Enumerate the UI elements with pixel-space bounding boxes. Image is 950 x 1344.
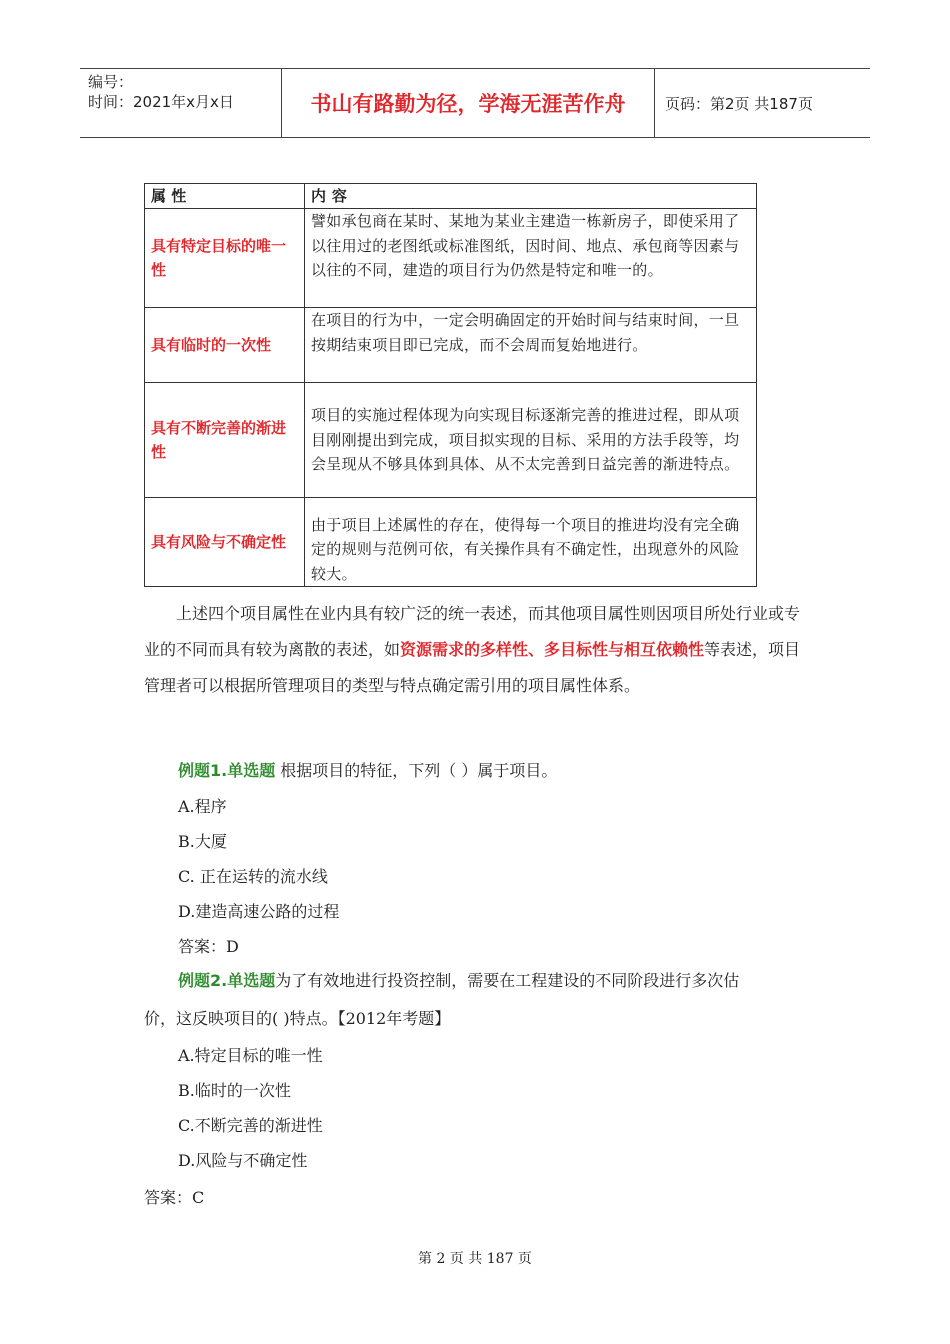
row-content: 譬如承包商在某时、某地为某业主建造一栋新房子，即使采用了以往用过的老图纸或标准图纸，因时间、地点、承包商等因素与以往的不同，建造的项目行为仍然是特定和唯一的。 [305,209,757,308]
question-1-text: 根据项目的特征，下列（ ）属于项目。 [275,761,558,780]
table-header-content: 内 容 [305,184,757,209]
row-content: 由于项目上述属性的存在，使得每一个项目的推进均没有完全确定的规则与范例可依，有关操作具有不确定性，出现意外的风险较大。 [305,498,757,587]
question-2-label: 例题2.单选题 [178,971,276,990]
q2-option-b: B.临时的一次性 [178,1081,291,1100]
table-row [145,383,757,498]
question-2-text-line1: 为了有效地进行投资控制，需要在工程建设的不同阶段进行多次估 [275,971,740,990]
header-motto: 书山有路勤为径，学海无涯苦作舟 [281,69,655,137]
question-1-label: 例题1.单选题 [178,761,276,780]
summary-paragraph [144,596,804,704]
table-header-row [145,184,757,209]
time-label: 时间：2021年x月x日 [88,93,234,111]
row-attr: 具有不断完善的渐进性 [145,383,305,498]
q2-option-c: C.不断完善的渐进性 [178,1116,323,1135]
table-header-attr: 属 性 [145,184,305,209]
q1-answer: 答案：D [178,937,239,956]
q1-option-b: B.大厦 [178,832,227,851]
row-content: 项目的实施过程体现为向实现目标逐渐完善的推进过程，即从项目刚刚提出到完成，项目拟实现的目标、采用的方法手段等，均会呈现从不够具体到具体、从不太完善到日益完善的渐进特点。 [305,383,757,498]
row-attr: 具有临时的一次性 [145,308,305,383]
q2-option-d: D.风险与不确定性 [178,1151,308,1170]
attribute-table [144,183,757,587]
q1-option-c: C. 正在运转的流水线 [178,867,328,886]
question-2-text-line2: 价，这反映项目的( )特点。【2012年考题】 [144,1009,451,1028]
q1-option-d: D.建造高速公路的过程 [178,902,340,921]
number-label: 编号： [88,73,134,91]
summary-part2: 等表述，项目管理者可以根据所管理项目的类型与特点确定需引用的项目属性体系。 [144,640,801,695]
summary-part1: 上述四个项目属性在业内具有较广泛的统一表述，而其他项目属性则因项目所处行业或专业的不同而具有较为离散的表述，如 [144,604,801,659]
row-attr: 具有风险与不确定性 [145,498,305,587]
row-content: 在项目的行为中，一定会明确固定的开始时间与结束时间，一旦按期结束项目即已完成，而不会周而复始地进行。 [305,308,757,383]
question-1 [178,758,557,781]
header-page-label: 页码：第2页 共187页 [665,94,813,113]
row-attr: 具有特定目标的唯一性 [145,209,305,308]
summary-highlight: 资源需求的多样性、多目标性与相互依赖性 [400,640,705,659]
page-header [80,68,870,138]
q1-option-a: A.程序 [178,797,227,816]
q2-answer: 答案：C [144,1188,205,1207]
page-footer: 第 2 页 共 187 页 [418,1251,532,1267]
header-meta [80,69,280,137]
question-2 [178,968,739,991]
table-row [145,498,757,587]
q2-option-a: A.特定目标的唯一性 [178,1046,323,1065]
table-row [145,209,757,308]
table-row [145,308,757,383]
